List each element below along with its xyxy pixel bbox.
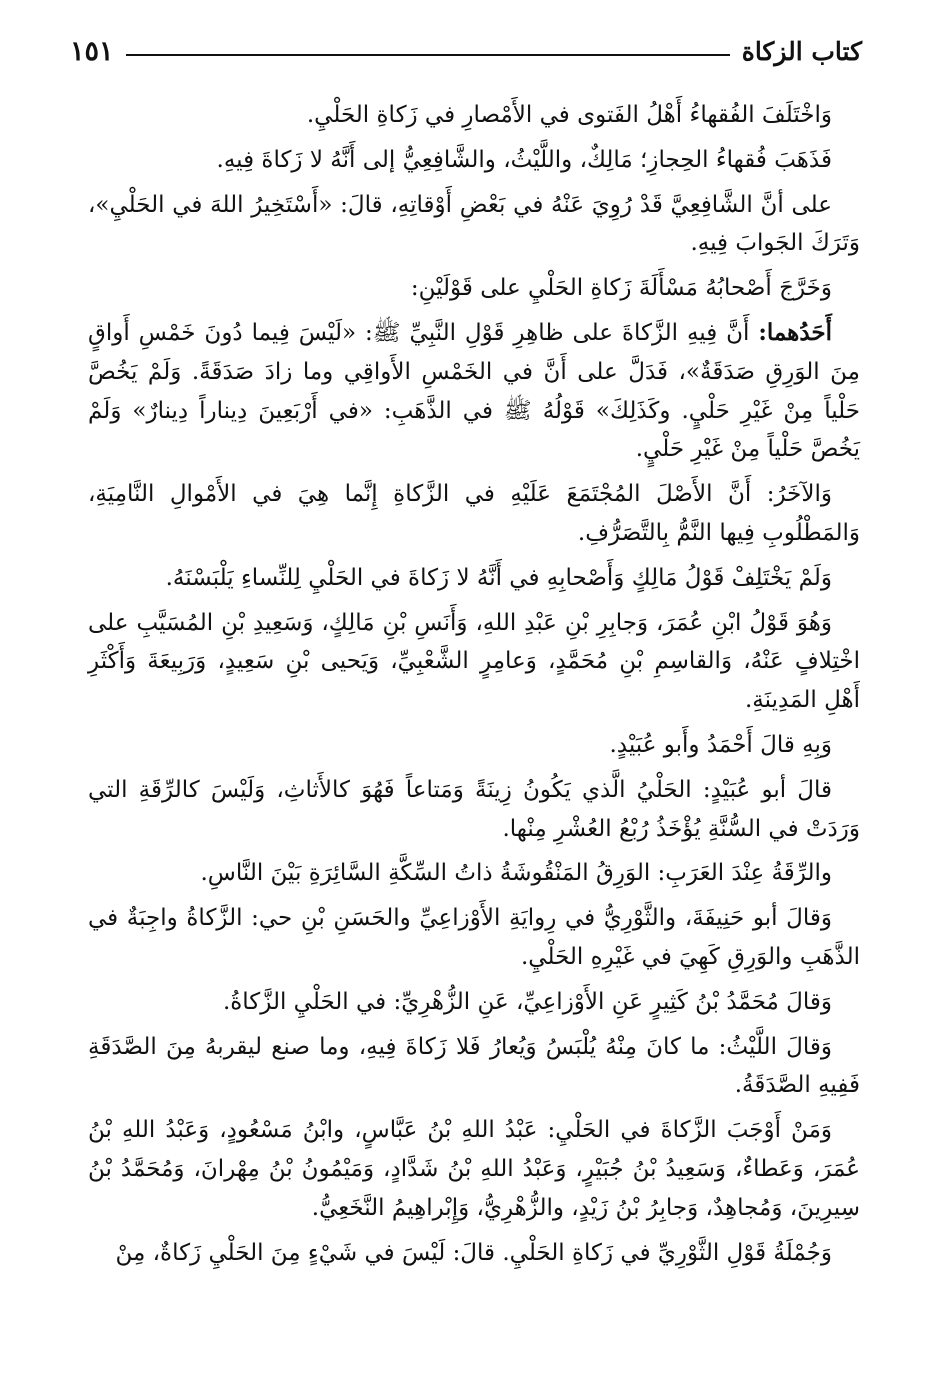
paragraph: على أنَّ الشَّافِعِيَّ قَدْ رُوِيَ عَنْهُ في بَعْضِ أَوْقاتِهِ، قالَ: «أَسْتَخِيرُ اللهَ في الحَلْيِ»، وَتَرَكَ الجَوابَ فِيهِ. [88,191,860,257]
paragraph: وَمَنْ أَوْجَبَ الزَّكاةَ في الحَلْيِ: عَبْدُ اللهِ بْنُ عَبَّاسٍ، وابْنُ مَسْعُودٍ، وَعَبْدُ اللهِ بْنُ عُمَرَ، وَعَطاءٌ، وَسَعِيدُ بْنُ جُبَيْرٍ، وَعَبْدُ اللهِ بْنُ شَدَّادٍ، وَمَيْمُونُ بْنُ مِهْرانَ، وَمُحَمَّدُ بْنُ سِيرِينَ، وَمُجاهِدٌ، وَجابِرُ بْنُ زَيْدٍ، والزُّهْرِيُّ، وَإِبْراهِيمُ النَّخَعِيُّ. [88,1117,860,1221]
paragraph: وَهُوَ قَوْلُ ابْنِ عُمَرَ، وَجابِرِ بْنِ عَبْدِ اللهِ، وَأَنَسِ بْنِ مَالِكٍ، وَسَعِيدِ بْنِ المُسَيَّبِ على اخْتِلافٍ عَنْهُ، وَالقاسِمِ بْنِ مُحَمَّدٍ، وَعامِرٍ الشَّعْبِيِّ، وَيَحيى بْنِ سَعِيدٍ، وَرَبِيعَةَ وَأَكْثَرِ أَهْلِ المَدِينَةِ. [88,609,860,714]
page-number: ١٥١ [70,35,114,67]
header-rule [126,54,730,56]
chapter-title: كتاب الزكاة [741,36,862,66]
paragraph: وَجُمْلَةُ قَوْلِ الثَّوْرِيِّ في زَكاةِ الحَلْيِ. قالَ: لَيْسَ في شَيْءٍ مِنَ الحَلْيِ زَكاةٌ، مِنْ [115,1239,832,1266]
paragraph: وَلَمْ يَخْتَلِفْ قَوْلُ مَالِكٍ وَأَصْحابِهِ في أَنَّهُ لا زَكاةَ في الحَلْيِ لِلنِّساءِ يَلْبَسْنَهُ. [165,564,832,591]
paragraph: والرِّقَةُ عِنْدَ العَرَبِ: الوَرِقُ المَنْقُوشَةُ ذاتُ السِّكَّةِ السَّائِرَةِ بَيْنَ النَّاسِ. [200,860,832,887]
paragraph: وَالآخَرُ: أَنَّ الأَصْلَ المُجْتَمَعَ عَلَيْهِ في الزَّكاةِ إِنَّما هِيَ في الأَمْوالِ النَّامِيَةِ، وَالمَطْلُوبِ فِيها النَّمُّ بِالتَّصَرُّفِ. [88,481,860,546]
paragraph: وَقالَ اللَّيْثُ: ما كانَ مِنْهُ يُلْبَسُ وَيُعارُ فَلا زَكاةَ فِيهِ، وما صنع ليقربهُ مِنَ الصَّدَقَةِ فَفِيهِ الصَّدَقَةُ. [88,1033,860,1099]
paragraph: وَقالَ مُحَمَّدُ بْنُ كَثِيرٍ عَنِ الأَوْزاعِيِّ، عَنِ الزُّهْرِيِّ: في الحَلْيِ الزَّكاةُ. [222,988,832,1015]
page-header [70,28,862,74]
paragraph: وَاخْتَلَفَ الفُقهاءُ أَهْلُ الفَتوى في الأَمْصارِ في زَكاةِ الحَلْيِ. [306,102,832,128]
paragraph: وَخَرَّجَ أَصْحابُهُ مَسْأَلَةَ زَكاةِ الحَلْيِ على قَوْلَيْنِ: [410,275,832,302]
paragraph: فَذَهَبَ فُقهاءُ الحِجازِ؛ مَالِكٌ، واللَّيْثُ، والشَّافِعِيُّ إلى أَنَّهُ لا زَكاةَ فِيهِ. [216,146,832,173]
paragraph-lead: أَحَدُهما: [758,318,832,346]
paragraph: وَبِهِ قالَ أَحْمَدُ وأَبو عُبَيْدٍ. [609,731,832,758]
page-body [88,96,860,1278]
paragraph: قالَ أبو عُبَيْدٍ: الحَلْيُ الَّذي يَكُونُ زِينَةً وَمَتاعاً فَهُوَ كالأَثاثِ، وَلَيْسَ كالرِّقَةِ التي وَرَدَتْ في السُّنَّةِ يُؤْخَذُ رُبْعُ العُشْرِ مِنْها. [88,776,860,842]
paragraph: وَقالَ أبو حَنِيفَةَ، والثَّوْرِيُّ في رِوايَةِ الأَوْزاعِيِّ والحَسَنِ بْنِ حي: الزَّكاةُ واجِبَةٌ في الذَّهَبِ والوَرِقِ كَهِيَ في غَيْرِهِ الحَلْيِ. [88,905,860,970]
paragraph: أَحَدُهما: أَنَّ فِيهِ الزَّكاةَ على ظاهِرِ قَوْلِ النَّبِيِّ ﷺ: «لَيْسَ فِيما دُونَ خَمْسِ أَواقٍ مِنَ الوَرِقِ صَدَقَةٌ»، فَدَلَّ على أَنَّ في الخَمْسِ الأَواقِي وما زادَ صَدَقَةً. وَلَمْ يَخُصَّ حَلْياً مِنْ غَيْرِ حَلْيٍ. وكَذَلِكَ» قَوْلُهُ ﷺ في الذَّهَبِ: «في أَرْبَعِينَ دِيناراً دِينارٌ» وَلَمْ يَخُصَّ حَلْياً مِنْ غَيْرِ حَلْيٍ. [88,318,860,463]
